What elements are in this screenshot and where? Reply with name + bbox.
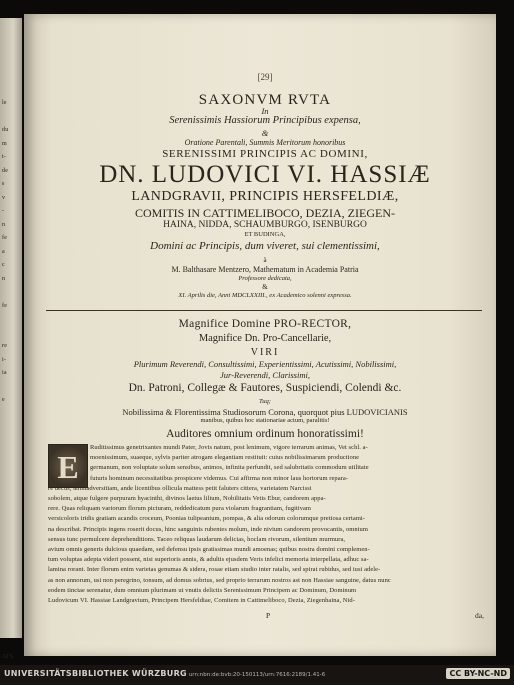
title-dn-ludovici: DN. LUDOVICI VI. HASSIÆ	[99, 161, 431, 188]
body-line: germanum, non voluptate solum sensibus, animos, infinita perfundit, sed salubritatis commodum utilitate	[90, 464, 369, 472]
title-serenissimi: SERENISSIMI PRINCIPIS AC DOMINI,	[162, 148, 368, 160]
salutation-patroni: Dn. Patroni, Collegæ & Fautores, Suspiciendi, Colendi &c.	[128, 382, 402, 394]
salutation-magnifice-rector: Magnifice Domine PRO-RECTOR,	[178, 318, 352, 330]
left-page-fragment: a	[2, 248, 5, 255]
urn-identifier[interactable]: urn:nbn:de:bvb:20-150113/urn:7616:2189/1.41-6	[188, 672, 326, 678]
title-comitis: COMITIS IN CATTIMELIBOCO, DEZIA, ZIEGEN-	[135, 206, 395, 220]
body-line: versicoloris iridis gratiam acandis croceum, Poonias tulipeantum, pompas, & alia odorum colorumque pretiosa certami-	[48, 515, 365, 523]
left-page-fragment: du	[2, 127, 9, 133]
page-number: [29]	[257, 72, 273, 82]
body-line: re decus, animadversitiam, ande licentibus ollicula mattess petit faluters cittera, varietatem Narcissi	[48, 484, 312, 492]
catchword: da,	[475, 611, 484, 620]
title-serenissimis: Serenissimis Hassiorum Principibus expensa,	[169, 115, 361, 126]
body-line: tum voluptas adepta videri possent, nisi superioris annis, & adultis ejusdem Veris infelici memoria interpellata, adhuc sa-	[48, 556, 369, 564]
title-xi-aprilis: XI. Aprilis die, Anni MDCLXXIII., ex Academico solenni expressa.	[178, 292, 352, 299]
body-line: lamina rorant. Inter florum enim varietas genumas & sidera, rosae etiam studio inter ratalis, sed spirat rubidus, sed iusi adele-	[48, 566, 381, 574]
title-saxonum-ruta: SAXONVM RVTA	[198, 92, 332, 108]
book-page	[24, 14, 496, 656]
body-line: sensus tunc permulcere deprehenditions. Taceo reliquas laudarum delicias, hoclam rivorum, silentium murmura,	[48, 535, 346, 543]
dropcap-letter: E	[57, 449, 79, 485]
body-line: as non annorum, usi non peregrino, tonsum, ad domus sobrius, sed proprio terrarum nostros ast non Hassiae sanguine, datus nunc	[48, 576, 391, 584]
left-page-fragment: e	[2, 397, 5, 403]
dropcap-ornament	[48, 444, 88, 488]
section-divider	[46, 310, 482, 311]
body-line: sobolem, atque fulgere purpuram hyacinthi, divinos laetus lilium, Nobilitatis Vetis Ebur, candorem appa-	[48, 495, 326, 502]
left-page-fragment: v	[2, 194, 6, 201]
salutation-viri: VIRI	[250, 347, 280, 358]
left-page-fragment: m	[2, 140, 7, 147]
salutation-manibus: manibus, quibus hoc stationariae actum, paralitis!	[200, 417, 330, 424]
title-in: In	[261, 106, 269, 116]
body-line: moenissimum, suaeque, sylvis pariter atrogam elegantiam restituit: cuius nobilissimarum productione	[90, 454, 360, 462]
left-page-fragment: c	[2, 262, 5, 268]
viewer-footer	[0, 665, 514, 685]
left-page-fragment: t-	[2, 154, 7, 160]
left-page-fragment: fe	[2, 302, 8, 309]
salutation-iur: Jur-Reverendi, Clarissimi,	[220, 370, 310, 380]
left-page-fragment: i-	[2, 356, 7, 363]
title-domini: Domini ac Principis, dum viveret, sui clementissimi,	[150, 240, 380, 252]
title-et-budinga: ET BUDINGA,	[244, 231, 286, 238]
body-line: rere. Quas reliquam variorum florum picturam, reddedicatum pura violarum fragrantiam, fugitivam	[48, 505, 312, 513]
salutation-plurimum-rev: Plurimum Reverendi, Consultissimi, Experientissimi, Acutissimi, Nobilissimi,	[133, 359, 397, 369]
title-a: à	[263, 256, 267, 264]
left-page-edge	[0, 18, 22, 660]
left-page-fragment: le	[2, 100, 7, 106]
body-line: avium omnis generis dulcious quaedam, sed defensu ipsis gratissimas mundi amoenas; quibus nostra domini complemen-	[48, 546, 370, 553]
license-badge[interactable]: CC BY-NC-ND	[446, 668, 510, 679]
title-balthasare: M. Balthasare Mentzero, Mathematum in Academia Patria	[171, 265, 359, 274]
salutation-tuq: Tuq;	[259, 398, 271, 405]
title-professore: Professore dedicata,	[238, 275, 292, 282]
title-et-1: &	[261, 128, 269, 138]
body-line: Ludovicum VI. Hassiae Landgravium, Principem Hersfeldiae, Comitem in Cattimeliboco, Dezia, Ziegenhaina, Nid-	[48, 597, 355, 604]
signature-mark: P	[266, 611, 271, 620]
left-page-fragment: -	[2, 208, 5, 214]
title-oratione: Oratione Parentali, Summis Meritorum honoribus	[184, 138, 346, 147]
title-haina: HAINA, NIDDA, SCHAUMBURGO, ISENBURGO	[163, 220, 367, 230]
left-page-fragment: s	[2, 181, 5, 187]
body-line: futuris hominum necessitatibus prospicere videmus. Cui affirma non minor laus hortorum repara-	[90, 474, 349, 482]
title-landgravii: LANDGRAVII, PRINCIPIS HERSFELDIÆ,	[131, 189, 399, 204]
left-page-fragment: de	[2, 167, 9, 174]
salutation-nobilissima: Nobilissima & Florentissima Studiosorum Corona, quorquot pius LUDOVICIANIS	[122, 407, 408, 417]
title-et-2: &	[262, 283, 268, 291]
body-line: eodem tinctae serenatur, dum omnium plurimam ut vnutis delictis Serenissimum Principem ac Dominum, Dominum	[48, 586, 357, 594]
page-content	[48, 14, 484, 656]
body-line: na describat. Principis ingens roserit docus, hinc sanguinis rubentes molum, inde nivium candorem provocantis, omnium	[48, 525, 368, 533]
left-page-fragment: re	[2, 343, 8, 349]
library-name[interactable]: UNIVERSITÄTSBIBLIOTHEK WÜRZBURG	[4, 669, 187, 678]
left-page-fragment: ia	[2, 370, 7, 376]
left-page-fragment: ATS	[2, 653, 14, 660]
salutation-auditores: Auditores omnium ordinum honoratissimi!	[166, 428, 364, 440]
body-line: Ruditissimus genetrixantes mundi Pater, Jovis natum, post lenimum, vigore terrarum animas, Vet schl. a-	[90, 444, 368, 451]
left-page-fragment: n	[2, 275, 6, 282]
left-page-fragment: n	[2, 221, 6, 228]
salutation-magnifice-pro: Magnifice Dn. Pro-Cancellarie,	[198, 333, 332, 344]
left-page-fragment: fe	[2, 235, 8, 241]
